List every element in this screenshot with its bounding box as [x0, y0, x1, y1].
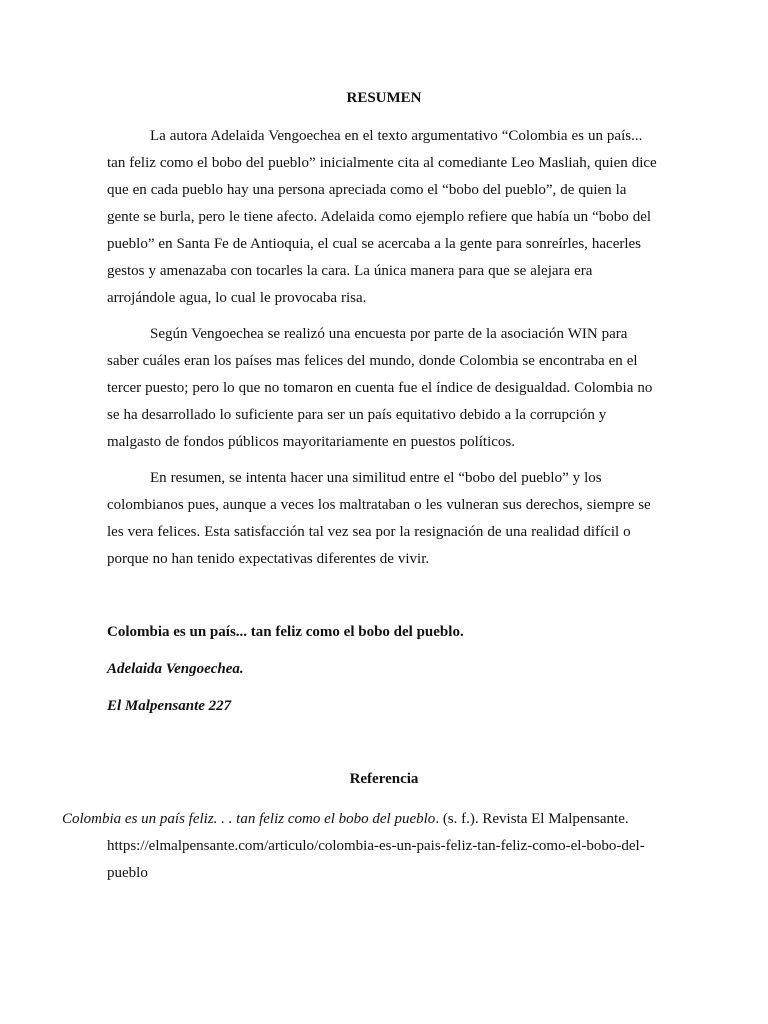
reference-entry [62, 806, 647, 887]
summary-paragraph-3: En resumen, se intenta hacer una similitud entre el “bobo del pueblo” y los colombianos pues, aunque a veces los maltrataban o les vulneran sus derechos, siempre se les vera felices. Esta satisfacción tal vez sea por la resignación de una realidad difícil o porque no han tenido expectativas diferentes de vivir. [107, 470, 651, 567]
source-author: Adelaida Vengoechea. [107, 661, 244, 677]
source-magazine: El Malpensante 227 [107, 698, 232, 714]
reference-citation-rest: . (s. f.). Revista El Malpensante. [435, 811, 629, 827]
reference-italic-title: Colombia es un país feliz. . . tan feliz como el bobo del pueblo [62, 811, 436, 827]
page-title: RESUMEN [346, 90, 422, 106]
reference-heading: Referencia [349, 771, 419, 787]
reference-url: https://elmalpensante.com/articulo/colombia-es-un-pais-feliz-tan-feliz-como-el-bobo-del-pueblo [107, 838, 645, 881]
summary-paragraph-2: Según Vengoechea se realizó una encuesta por parte de la asociación WIN para saber cuáles eran los países mas felices del mundo, donde Colombia se encontraba en el tercer puesto; pero lo que no tomaron en cuenta fue el índice de desigualdad. Colombia no se ha desarrollado lo suficiente para ser un país equitativo debido a la corrupción y malgasto de fondos públicos mayoritariamente en puestos políticos. [107, 326, 653, 450]
source-title: Colombia es un país... tan feliz como el bobo del pueblo. [107, 624, 464, 640]
summary-paragraph-1: La autora Adelaida Vengoechea en el texto argumentativo “Colombia es un país... tan feliz como el bobo del pueblo” inicialmente cita al comediante Leo Masliah, quien dice que en cada pueblo hay una persona apreciada como el “bobo del pueblo”, de quien la gente se burla, pero le tiene afecto. Adelaida como ejemplo refiere que había un “bobo del pueblo” en Santa Fe de Antioquia, el cual se acercaba a la gente para sonreírles, hacerles gestos y amenazaba con tocarles la cara. La única manera para que se alejara era arrojándole agua, lo cual le provocaba risa. [107, 128, 657, 306]
